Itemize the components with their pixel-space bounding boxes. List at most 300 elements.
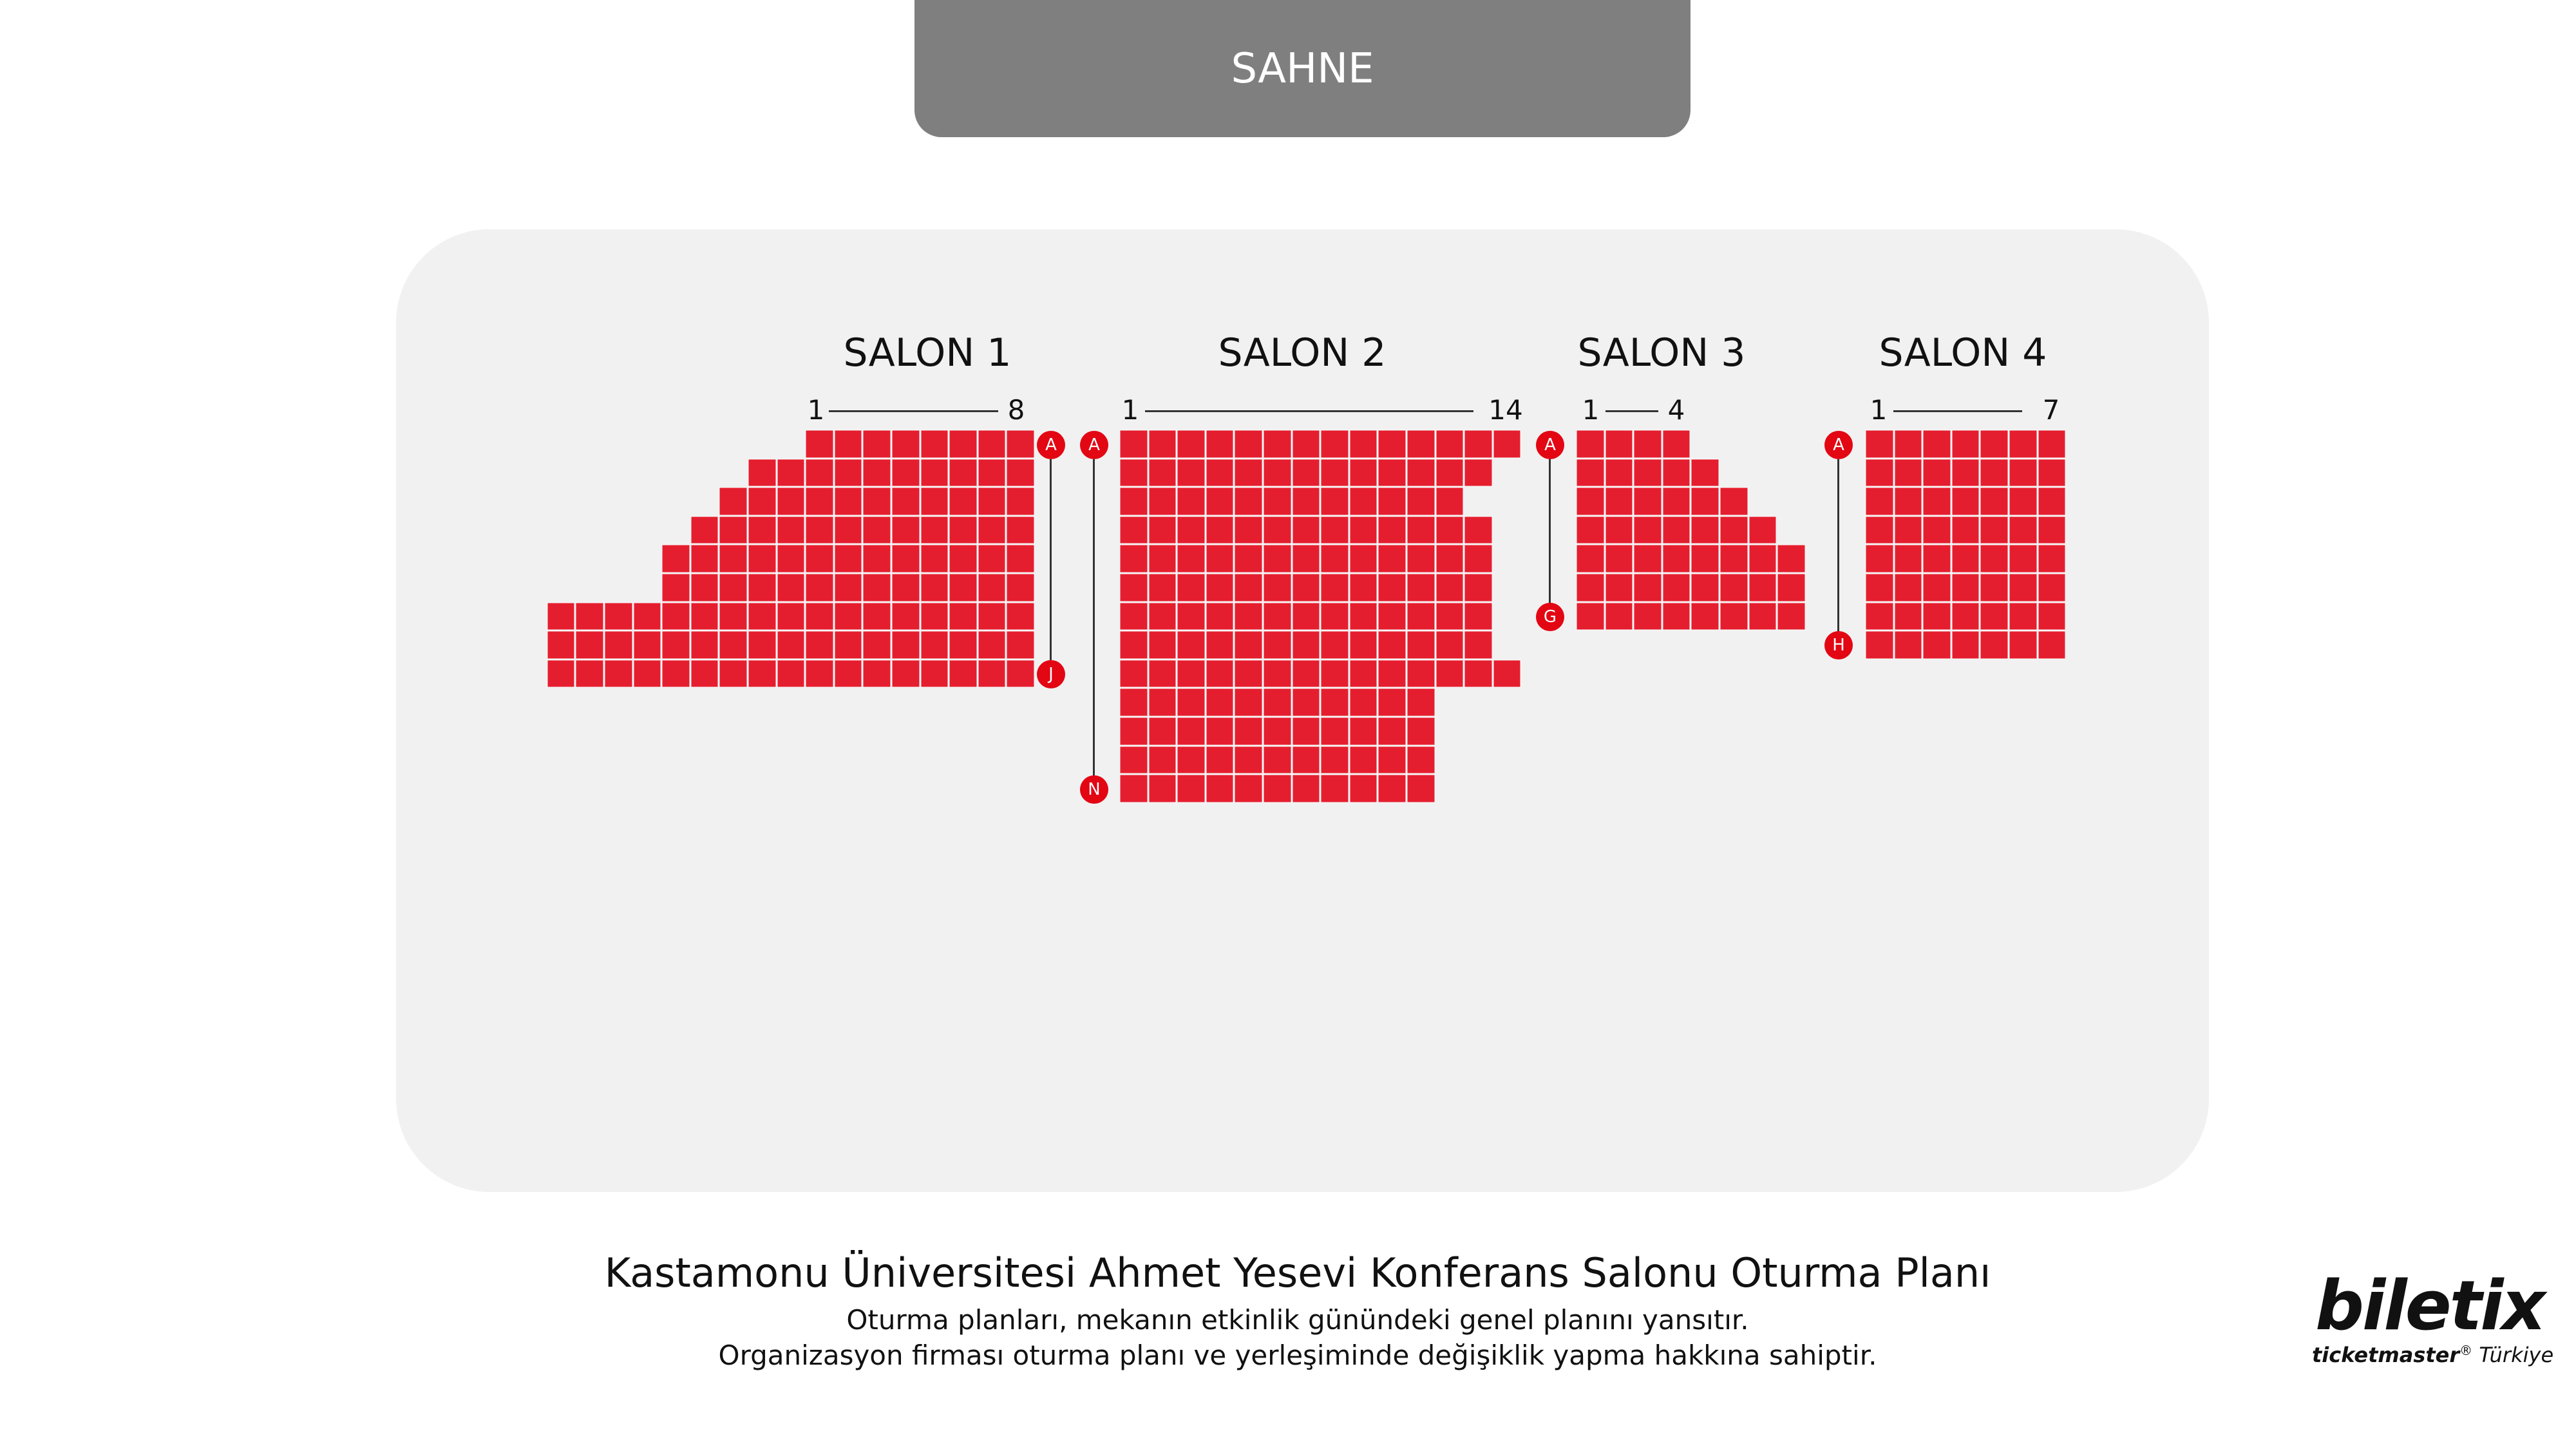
- seat[interactable]: [2038, 630, 2067, 659]
- seat[interactable]: [1292, 717, 1321, 746]
- seat[interactable]: [719, 602, 748, 631]
- seat[interactable]: [1006, 430, 1035, 459]
- seat[interactable]: [805, 630, 834, 659]
- seat[interactable]: [1234, 430, 1263, 459]
- seat[interactable]: [1576, 459, 1605, 488]
- seat[interactable]: [719, 659, 748, 688]
- seat[interactable]: [1406, 430, 1435, 459]
- seat[interactable]: [891, 602, 920, 631]
- seat[interactable]: [1263, 774, 1292, 803]
- seat[interactable]: [1206, 688, 1235, 717]
- seat[interactable]: [1690, 487, 1719, 516]
- seat[interactable]: [1576, 573, 1605, 602]
- seat[interactable]: [949, 459, 978, 488]
- seat[interactable]: [1206, 746, 1235, 775]
- seat[interactable]: [633, 630, 662, 659]
- seat[interactable]: [920, 659, 949, 688]
- seat[interactable]: [978, 459, 1007, 488]
- seat[interactable]: [1690, 602, 1719, 631]
- seat[interactable]: [978, 630, 1007, 659]
- seat[interactable]: [1378, 746, 1406, 775]
- seat[interactable]: [1980, 602, 2009, 631]
- seat[interactable]: [777, 487, 806, 516]
- seat[interactable]: [805, 430, 834, 459]
- seat[interactable]: [891, 430, 920, 459]
- seat[interactable]: [1177, 746, 1206, 775]
- seat[interactable]: [1406, 630, 1435, 659]
- seat[interactable]: [1464, 573, 1493, 602]
- seat[interactable]: [1633, 516, 1662, 545]
- seat[interactable]: [1349, 459, 1378, 488]
- seat[interactable]: [834, 516, 863, 545]
- seat[interactable]: [1320, 516, 1349, 545]
- seat[interactable]: [1605, 602, 1634, 631]
- seat[interactable]: [690, 573, 719, 602]
- seat[interactable]: [891, 659, 920, 688]
- seat[interactable]: [2038, 573, 2067, 602]
- seat[interactable]: [547, 630, 576, 659]
- seat[interactable]: [748, 544, 777, 573]
- seat[interactable]: [1234, 659, 1263, 688]
- seat[interactable]: [1349, 573, 1378, 602]
- seat[interactable]: [1206, 487, 1235, 516]
- seat[interactable]: [1292, 746, 1321, 775]
- seat[interactable]: [1406, 516, 1435, 545]
- seat[interactable]: [1292, 544, 1321, 573]
- seat[interactable]: [1748, 516, 1777, 545]
- seat[interactable]: [1119, 717, 1148, 746]
- seat[interactable]: [1206, 516, 1235, 545]
- seat[interactable]: [1980, 630, 2009, 659]
- seat[interactable]: [949, 544, 978, 573]
- seat[interactable]: [1320, 746, 1349, 775]
- seat[interactable]: [834, 430, 863, 459]
- seat[interactable]: [661, 544, 690, 573]
- seat[interactable]: [1119, 688, 1148, 717]
- seat[interactable]: [805, 459, 834, 488]
- seat[interactable]: [1292, 430, 1321, 459]
- seat[interactable]: [1922, 459, 1951, 488]
- seat[interactable]: [1206, 544, 1235, 573]
- seat[interactable]: [1576, 516, 1605, 545]
- seat[interactable]: [604, 630, 633, 659]
- seat[interactable]: [1378, 573, 1406, 602]
- seat[interactable]: [1406, 688, 1435, 717]
- seat[interactable]: [1234, 602, 1263, 631]
- seat[interactable]: [1894, 544, 1923, 573]
- seat[interactable]: [748, 573, 777, 602]
- seat[interactable]: [862, 630, 891, 659]
- seat[interactable]: [1378, 688, 1406, 717]
- seat[interactable]: [1777, 602, 1806, 631]
- seat[interactable]: [1119, 459, 1148, 488]
- seat[interactable]: [834, 459, 863, 488]
- seat[interactable]: [805, 573, 834, 602]
- seat[interactable]: [834, 659, 863, 688]
- seat[interactable]: [805, 544, 834, 573]
- seat[interactable]: [949, 630, 978, 659]
- seat[interactable]: [1292, 516, 1321, 545]
- seat[interactable]: [1777, 573, 1806, 602]
- seat[interactable]: [1378, 630, 1406, 659]
- seat[interactable]: [1119, 630, 1148, 659]
- seat[interactable]: [978, 602, 1007, 631]
- seat[interactable]: [1633, 573, 1662, 602]
- seat[interactable]: [1633, 459, 1662, 488]
- seat[interactable]: [1006, 544, 1035, 573]
- seat[interactable]: [719, 630, 748, 659]
- seat[interactable]: [748, 602, 777, 631]
- seat[interactable]: [1006, 630, 1035, 659]
- seat[interactable]: [2038, 459, 2067, 488]
- seat[interactable]: [1894, 487, 1923, 516]
- seat[interactable]: [1006, 459, 1035, 488]
- seat[interactable]: [2009, 487, 2038, 516]
- seat[interactable]: [1263, 430, 1292, 459]
- seat[interactable]: [1406, 746, 1435, 775]
- seat[interactable]: [547, 602, 576, 631]
- seat[interactable]: [1464, 544, 1493, 573]
- seat[interactable]: [1633, 487, 1662, 516]
- seat[interactable]: [1148, 430, 1177, 459]
- seat[interactable]: [1292, 459, 1321, 488]
- seat[interactable]: [862, 516, 891, 545]
- seat[interactable]: [1922, 602, 1951, 631]
- seat[interactable]: [1263, 717, 1292, 746]
- seat[interactable]: [1177, 630, 1206, 659]
- seat[interactable]: [1662, 544, 1691, 573]
- seat[interactable]: [1894, 459, 1923, 488]
- seat[interactable]: [1148, 688, 1177, 717]
- seat[interactable]: [862, 544, 891, 573]
- seat[interactable]: [1177, 487, 1206, 516]
- seat[interactable]: [920, 487, 949, 516]
- seat[interactable]: [1349, 717, 1378, 746]
- seat[interactable]: [1576, 487, 1605, 516]
- seat[interactable]: [1349, 688, 1378, 717]
- seat[interactable]: [1177, 688, 1206, 717]
- seat[interactable]: [1320, 774, 1349, 803]
- seat[interactable]: [805, 516, 834, 545]
- seat[interactable]: [777, 459, 806, 488]
- seat[interactable]: [1234, 774, 1263, 803]
- seat[interactable]: [1980, 544, 2009, 573]
- seat[interactable]: [978, 487, 1007, 516]
- seat[interactable]: [1119, 544, 1148, 573]
- seat[interactable]: [1349, 630, 1378, 659]
- seat[interactable]: [1148, 487, 1177, 516]
- seat[interactable]: [891, 630, 920, 659]
- seat[interactable]: [1464, 602, 1493, 631]
- seat[interactable]: [1292, 688, 1321, 717]
- seat[interactable]: [862, 602, 891, 631]
- seat[interactable]: [1922, 630, 1951, 659]
- seat[interactable]: [1719, 602, 1748, 631]
- seat[interactable]: [1662, 487, 1691, 516]
- seat[interactable]: [949, 659, 978, 688]
- seat[interactable]: [575, 659, 604, 688]
- seat[interactable]: [1119, 487, 1148, 516]
- seat[interactable]: [805, 659, 834, 688]
- seat[interactable]: [1951, 630, 1980, 659]
- seat[interactable]: [633, 659, 662, 688]
- seat[interactable]: [2009, 573, 2038, 602]
- seat[interactable]: [1719, 573, 1748, 602]
- seat[interactable]: [1263, 487, 1292, 516]
- seat[interactable]: [2009, 516, 2038, 545]
- seat[interactable]: [1378, 516, 1406, 545]
- seat[interactable]: [1320, 430, 1349, 459]
- seat[interactable]: [1951, 487, 1980, 516]
- seat[interactable]: [1206, 430, 1235, 459]
- seat[interactable]: [862, 459, 891, 488]
- seat[interactable]: [2038, 602, 2067, 631]
- seat[interactable]: [1605, 516, 1634, 545]
- seat[interactable]: [1320, 487, 1349, 516]
- seat[interactable]: [1605, 459, 1634, 488]
- seat[interactable]: [1951, 544, 1980, 573]
- seat[interactable]: [1865, 544, 1894, 573]
- seat[interactable]: [1662, 602, 1691, 631]
- seat[interactable]: [1777, 544, 1806, 573]
- seat[interactable]: [1320, 659, 1349, 688]
- seat[interactable]: [1662, 573, 1691, 602]
- seat[interactable]: [1234, 630, 1263, 659]
- seat[interactable]: [1006, 573, 1035, 602]
- seat[interactable]: [1177, 516, 1206, 545]
- seat[interactable]: [1464, 459, 1493, 488]
- seat[interactable]: [1349, 487, 1378, 516]
- seat[interactable]: [1148, 573, 1177, 602]
- seat[interactable]: [1748, 602, 1777, 631]
- seat[interactable]: [719, 573, 748, 602]
- seat[interactable]: [1748, 573, 1777, 602]
- seat[interactable]: [1894, 516, 1923, 545]
- seat[interactable]: [2009, 544, 2038, 573]
- seat[interactable]: [1576, 602, 1605, 631]
- seat[interactable]: [2038, 516, 2067, 545]
- seat[interactable]: [1435, 573, 1464, 602]
- seat[interactable]: [1894, 602, 1923, 631]
- seat[interactable]: [604, 659, 633, 688]
- seat[interactable]: [1177, 774, 1206, 803]
- seat[interactable]: [1263, 746, 1292, 775]
- seat[interactable]: [1464, 630, 1493, 659]
- seat[interactable]: [1177, 602, 1206, 631]
- seat[interactable]: [1320, 544, 1349, 573]
- seat[interactable]: [1690, 573, 1719, 602]
- seat[interactable]: [1234, 544, 1263, 573]
- seat[interactable]: [1349, 602, 1378, 631]
- seat[interactable]: [1894, 630, 1923, 659]
- seat[interactable]: [2009, 630, 2038, 659]
- seat[interactable]: [834, 630, 863, 659]
- seat[interactable]: [1177, 717, 1206, 746]
- seat[interactable]: [2009, 459, 2038, 488]
- seat[interactable]: [1662, 459, 1691, 488]
- seat[interactable]: [1234, 516, 1263, 545]
- seat[interactable]: [1206, 630, 1235, 659]
- seat[interactable]: [1177, 659, 1206, 688]
- seat[interactable]: [719, 487, 748, 516]
- seat[interactable]: [1148, 746, 1177, 775]
- seat[interactable]: [1119, 430, 1148, 459]
- seat[interactable]: [1605, 544, 1634, 573]
- seat[interactable]: [1493, 659, 1522, 688]
- seat[interactable]: [690, 516, 719, 545]
- seat[interactable]: [1605, 487, 1634, 516]
- seat[interactable]: [1349, 746, 1378, 775]
- seat[interactable]: [949, 430, 978, 459]
- seat[interactable]: [1148, 544, 1177, 573]
- seat[interactable]: [748, 516, 777, 545]
- seat[interactable]: [1378, 659, 1406, 688]
- seat[interactable]: [862, 573, 891, 602]
- seat[interactable]: [1292, 487, 1321, 516]
- seat[interactable]: [1980, 487, 2009, 516]
- seat[interactable]: [920, 573, 949, 602]
- seat[interactable]: [1951, 516, 1980, 545]
- seat[interactable]: [1263, 573, 1292, 602]
- seat[interactable]: [1690, 516, 1719, 545]
- seat[interactable]: [1922, 516, 1951, 545]
- seat[interactable]: [1865, 630, 1894, 659]
- seat[interactable]: [1435, 487, 1464, 516]
- seat[interactable]: [1719, 516, 1748, 545]
- seat[interactable]: [1349, 516, 1378, 545]
- seat[interactable]: [862, 659, 891, 688]
- seat[interactable]: [862, 487, 891, 516]
- seat[interactable]: [1719, 544, 1748, 573]
- seat[interactable]: [661, 573, 690, 602]
- seat[interactable]: [834, 544, 863, 573]
- seat[interactable]: [805, 487, 834, 516]
- seat[interactable]: [1349, 659, 1378, 688]
- seat[interactable]: [834, 602, 863, 631]
- seat[interactable]: [1148, 459, 1177, 488]
- seat[interactable]: [1320, 630, 1349, 659]
- seat[interactable]: [1980, 430, 2009, 459]
- seat[interactable]: [891, 459, 920, 488]
- seat[interactable]: [1378, 487, 1406, 516]
- seat[interactable]: [1148, 659, 1177, 688]
- seat[interactable]: [1320, 688, 1349, 717]
- seat[interactable]: [1263, 688, 1292, 717]
- seat[interactable]: [1951, 573, 1980, 602]
- seat[interactable]: [661, 659, 690, 688]
- seat[interactable]: [1234, 688, 1263, 717]
- seat[interactable]: [1464, 659, 1493, 688]
- seat[interactable]: [1951, 602, 1980, 631]
- seat[interactable]: [1292, 602, 1321, 631]
- seat[interactable]: [1119, 573, 1148, 602]
- seat[interactable]: [1406, 459, 1435, 488]
- seat[interactable]: [1378, 602, 1406, 631]
- seat[interactable]: [748, 487, 777, 516]
- seat[interactable]: [1177, 544, 1206, 573]
- seat[interactable]: [1406, 659, 1435, 688]
- seat[interactable]: [1865, 487, 1894, 516]
- seat[interactable]: [1576, 430, 1605, 459]
- seat[interactable]: [1263, 516, 1292, 545]
- seat[interactable]: [1980, 573, 2009, 602]
- seat[interactable]: [978, 573, 1007, 602]
- seat[interactable]: [1865, 459, 1894, 488]
- seat[interactable]: [1263, 602, 1292, 631]
- seat[interactable]: [978, 430, 1007, 459]
- seat[interactable]: [1464, 516, 1493, 545]
- seat[interactable]: [1378, 459, 1406, 488]
- seat[interactable]: [920, 459, 949, 488]
- seat[interactable]: [1748, 544, 1777, 573]
- seat[interactable]: [1865, 602, 1894, 631]
- seat[interactable]: [834, 487, 863, 516]
- seat[interactable]: [1435, 430, 1464, 459]
- seat[interactable]: [1206, 573, 1235, 602]
- seat[interactable]: [2038, 544, 2067, 573]
- seat[interactable]: [1349, 430, 1378, 459]
- seat[interactable]: [2038, 430, 2067, 459]
- seat[interactable]: [2038, 487, 2067, 516]
- seat[interactable]: [1234, 573, 1263, 602]
- seat[interactable]: [777, 573, 806, 602]
- seat[interactable]: [920, 430, 949, 459]
- seat[interactable]: [862, 430, 891, 459]
- seat[interactable]: [547, 659, 576, 688]
- seat[interactable]: [1378, 717, 1406, 746]
- seat[interactable]: [1148, 602, 1177, 631]
- seat[interactable]: [1263, 630, 1292, 659]
- seat[interactable]: [920, 544, 949, 573]
- seat[interactable]: [920, 516, 949, 545]
- seat[interactable]: [1320, 602, 1349, 631]
- seat[interactable]: [1951, 430, 1980, 459]
- seat[interactable]: [777, 602, 806, 631]
- seat[interactable]: [1006, 487, 1035, 516]
- seat[interactable]: [1349, 774, 1378, 803]
- seat[interactable]: [777, 659, 806, 688]
- seat[interactable]: [1292, 659, 1321, 688]
- seat[interactable]: [891, 573, 920, 602]
- seat[interactable]: [1690, 459, 1719, 488]
- seat[interactable]: [949, 516, 978, 545]
- seat[interactable]: [1406, 487, 1435, 516]
- seat[interactable]: [1206, 774, 1235, 803]
- seat[interactable]: [719, 516, 748, 545]
- seat[interactable]: [1980, 459, 2009, 488]
- seat[interactable]: [575, 602, 604, 631]
- seat[interactable]: [1263, 544, 1292, 573]
- seat[interactable]: [978, 659, 1007, 688]
- seat[interactable]: [1119, 746, 1148, 775]
- seat[interactable]: [777, 544, 806, 573]
- seat[interactable]: [1263, 659, 1292, 688]
- seat[interactable]: [1865, 516, 1894, 545]
- seat[interactable]: [1177, 430, 1206, 459]
- seat[interactable]: [748, 630, 777, 659]
- seat[interactable]: [1662, 516, 1691, 545]
- seat[interactable]: [1148, 516, 1177, 545]
- seat[interactable]: [1234, 459, 1263, 488]
- seat[interactable]: [1435, 544, 1464, 573]
- seat[interactable]: [1662, 430, 1691, 459]
- seat[interactable]: [1865, 573, 1894, 602]
- seat[interactable]: [1406, 774, 1435, 803]
- seat[interactable]: [1435, 459, 1464, 488]
- seat[interactable]: [1234, 746, 1263, 775]
- seat[interactable]: [690, 630, 719, 659]
- seat[interactable]: [1435, 602, 1464, 631]
